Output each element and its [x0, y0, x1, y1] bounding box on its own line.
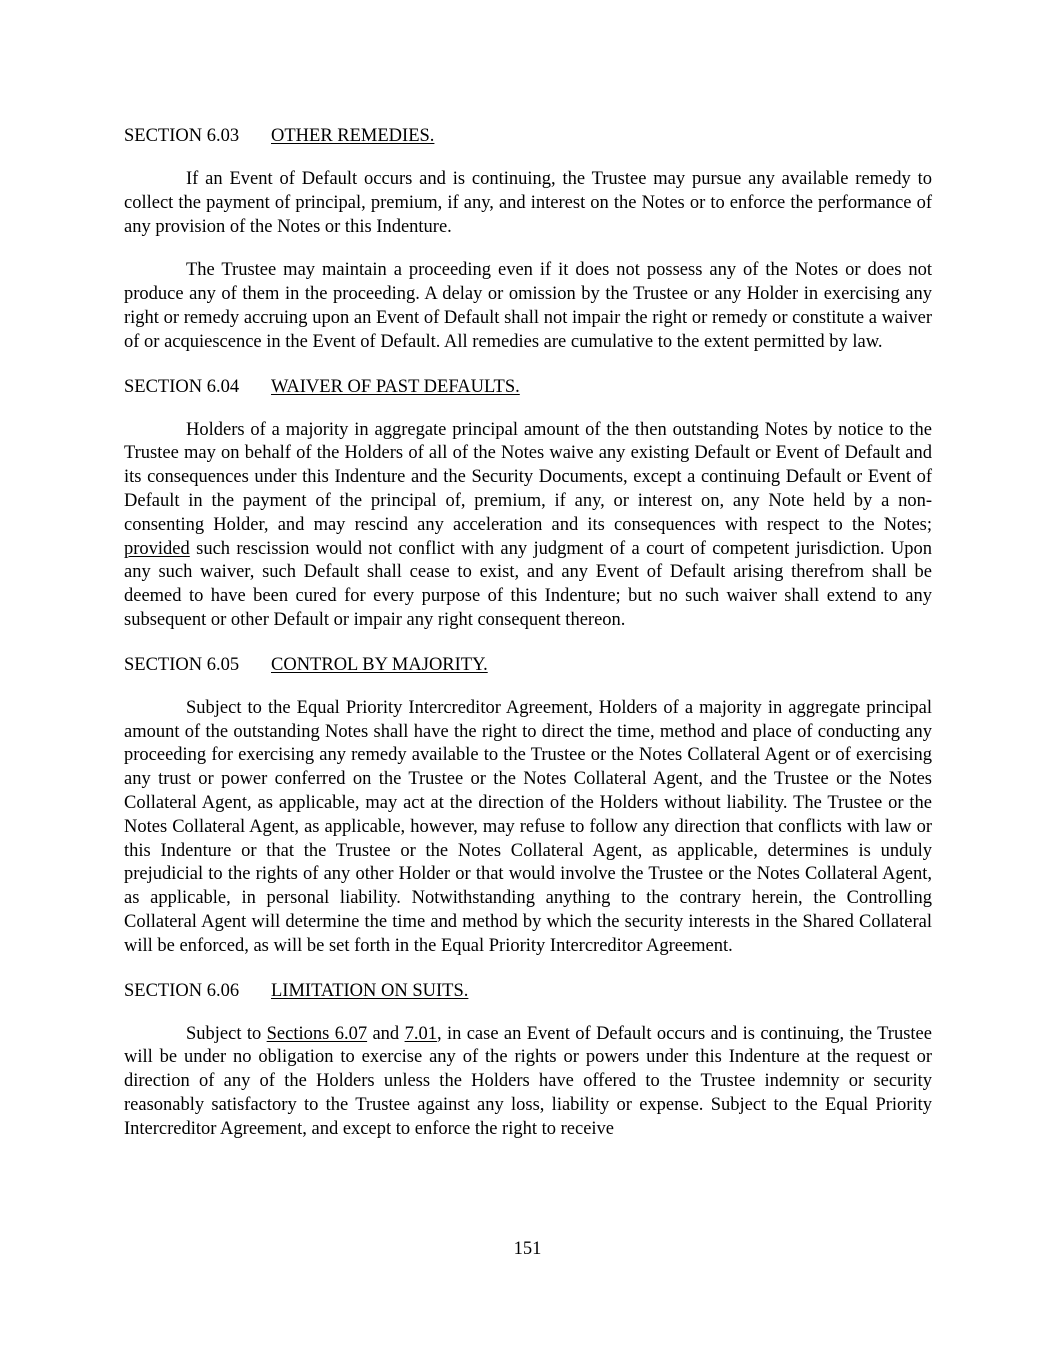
section-number: SECTION 6.05: [124, 654, 240, 675]
section-title: OTHER REMEDIES.: [271, 126, 435, 146]
section-heading-6-04: [124, 375, 932, 399]
section-heading-6-06: [124, 979, 932, 1003]
section-title: WAIVER OF PAST DEFAULTS.: [271, 376, 520, 397]
paragraph: Subject to the Equal Priority Intercreditor Agreement, Holders of a majority in aggregate principal amount of the outstanding Notes shall have the right to direct the time, method and place of conducting any proceeding for exercising any remedy available to the Trustee or the Notes Collateral Agent or of exercising any trust or power conferred on the Trustee or the Notes Collateral Agent, and the Trustee or the Notes Collateral Agent, as applicable, may act at the direction of the Holders without liability. The Trustee or the Notes Collateral Agent, as applicable, however, may refuse to follow any direction that conflicts with law or this Indenture or that the Trustee or the Notes Collateral Agent, as applicable, determines is unduly prejudicial to the rights of any other Holder or that would involve the Trustee or the Notes Collateral Agent, as applicable, in personal liability. Notwithstanding anything to the contrary herein, the Controlling Collateral Agent will determine the time and method by which the security interests in the Shared Collateral will be enforced, as will be set forth in the Equal Priority Intercreditor Agreement.: [124, 697, 932, 956]
provided-term: provided: [124, 538, 190, 559]
section-number: SECTION 6.06: [124, 980, 240, 1001]
paragraph: The Trustee may maintain a proceeding even if it does not possess any of the Notes or does not produce any of them in the proceeding. A delay or omission by the Trustee or any Holder in exercising any right or remedy accruing upon an Event of Default shall not impair the right or remedy or constitute a waiver of or acquiescence in the Event of Default. All remedies are cumulative to the extent permitted by law.: [124, 260, 932, 352]
paragraph: [124, 419, 932, 633]
section-number: SECTION 6.03: [124, 126, 240, 146]
section-title: CONTROL BY MAJORITY.: [271, 654, 488, 675]
paragraph: If an Event of Default occurs and is continuing, the Trustee may pursue any available remedy to collect the payment of principal, premium, if any, and interest on the Notes or to enforce the performance of any provision of the Notes or this Indenture.: [124, 169, 932, 237]
paragraph-text: and: [367, 1023, 405, 1044]
paragraph-text: , in case an Event of Default occurs and is continuing, the Trustee will be under no obligation to exercise any of the rights or powers under this Indenture at the request or direction of any of the Holders unless the Holders have offered to the Trustee indemnity or security reasonably satisfactory to the Trustee against any loss, liability or expense. Subject to the Equal Priority Intercreditor Agreement, and except to enforce the right to receive: [124, 1023, 932, 1139]
section-heading-6-05: [124, 653, 932, 677]
page-number: 151: [513, 1239, 542, 1259]
paragraph-text: such rescission would not conflict with any judgment of a court of competent jurisdiction. Upon any such waiver, such Default shall cease to exist, and any Event of Default arising therefrom shall be deemed to have been cured for every purpose of this Indenture; but no such waiver shall extend to any subsequent or other Default or impair any right consequent thereon.: [124, 538, 932, 630]
document-page: [124, 124, 932, 1162]
section-reference-link[interactable]: Sections 6.07: [266, 1023, 368, 1044]
section-title: LIMITATION ON SUITS.: [271, 980, 469, 1001]
section-reference-link[interactable]: 7.01: [404, 1023, 437, 1044]
paragraph-text: Subject to: [186, 1023, 267, 1044]
section-number: SECTION 6.04: [124, 376, 240, 397]
section-heading-6-03: [124, 124, 932, 148]
paragraph-text: Holders of a majority in aggregate principal amount of the then outstanding Notes by notice to the Trustee may on behalf of the Holders of all of the Notes waive any existing Default or Event of Default and its consequences under this Indenture and the Security Documents, except a continuing Default or Event of Default in the payment of the principal of, premium, if any, or interest on, any Note held by a non-consenting Holder, and may rescind any acceleration and its consequences with respect to the Notes;: [124, 419, 932, 535]
paragraph: [124, 1023, 932, 1142]
